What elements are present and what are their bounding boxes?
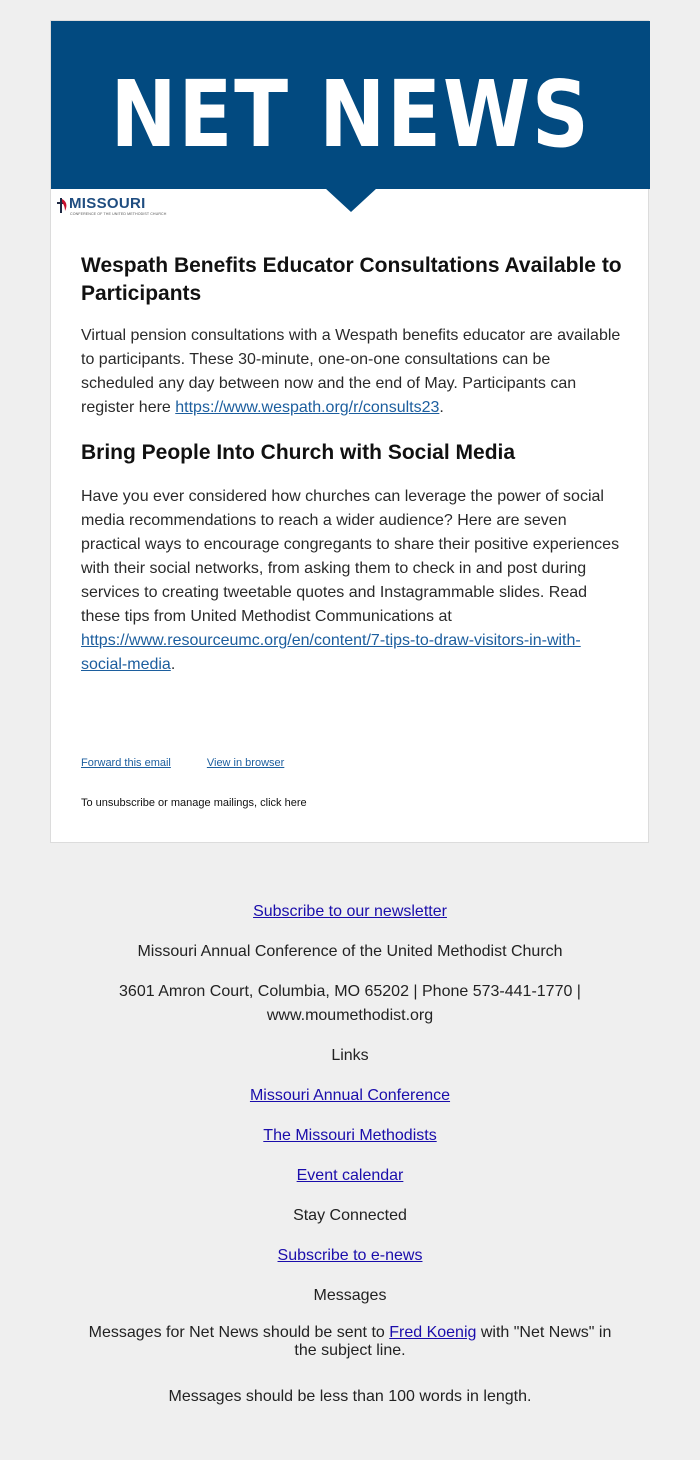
org-name: Missouri Annual Conference of the United Methodist Church: [137, 943, 563, 960]
logo-wordmark: MISSOURI: [69, 195, 146, 212]
messages-heading: Messages: [313, 1287, 387, 1304]
banner-notch: [325, 188, 377, 212]
article-title: Bring People Into Church with Social Media: [81, 441, 516, 464]
messages-instructions: Messages for Net News should be sent to Fred Koenig with "Net News" in the subject line.: [88, 1324, 612, 1359]
view-in-browser-link[interactable]: View in browser: [206, 757, 285, 769]
messages-length-note: Messages should be less than 100 words in length.: [168, 1388, 532, 1405]
cross-flame-icon: [57, 196, 68, 214]
subscribe-enews-link[interactable]: Subscribe to e-news: [277, 1247, 423, 1264]
links-heading: Links: [331, 1047, 369, 1064]
newsletter-card: [50, 20, 649, 843]
article-body: Virtual pension consultations with a Wespath benefits educator are available to participants. These 30-minute, one-on-one consultations can be scheduled any day between now and the end of May. Participants can register here https://www.wespath.org/r/consults23.: [81, 327, 621, 416]
fred-koenig-link[interactable]: Fred Koenig: [389, 1324, 477, 1341]
missouri-logo[interactable]: [57, 195, 167, 219]
article-wespath: [81, 252, 626, 420]
address-line-2: www.moumethodist.org: [266, 1007, 434, 1024]
unsubscribe-text[interactable]: To unsubscribe or manage mailings, click here: [81, 797, 307, 809]
logo-tagline: CONFERENCE OF THE UNITED METHODIST CHURCH: [70, 212, 167, 216]
subscribe-newsletter-link[interactable]: Subscribe to our newsletter: [253, 903, 447, 920]
banner: [51, 21, 650, 189]
wespath-link[interactable]: https://www.wespath.org/r/consults23: [175, 399, 440, 416]
article-social-media: [81, 439, 626, 677]
event-calendar-link[interactable]: Event calendar: [296, 1167, 404, 1184]
missouri-annual-conference-link[interactable]: Missouri Annual Conference: [249, 1087, 451, 1104]
resourceumc-link[interactable]: https://www.resourceumc.org/en/content/7-tips-to-draw-visitors-in-with-social-media: [81, 632, 581, 673]
article-title: Wespath Benefits Educator Consultations Available to Participants: [81, 254, 622, 305]
missouri-methodists-link[interactable]: The Missouri Methodists: [263, 1127, 437, 1144]
article-body: Have you ever considered how churches can leverage the power of social media recommendations to reach a wider audience? Here are seven practical ways to encourage congregants to share their positive experiences with their social networks, from asking them to check in and post during services to creating tweetable quotes and Instagrammable slides. Read these tips from United Methodist Communications at https://www.resourceumc.org/en/content/7-tips-to-draw-visitors-in-with-social-media.: [81, 488, 620, 673]
stay-connected-heading: Stay Connected: [293, 1207, 407, 1224]
banner-title: NET NEWS: [110, 61, 591, 168]
address-line-1: 3601 Amron Court, Columbia, MO 65202 | Phone 573-441-1770 |: [119, 983, 581, 1000]
forward-email-link[interactable]: Forward this email: [81, 757, 171, 769]
email-footer-links: [81, 757, 320, 769]
